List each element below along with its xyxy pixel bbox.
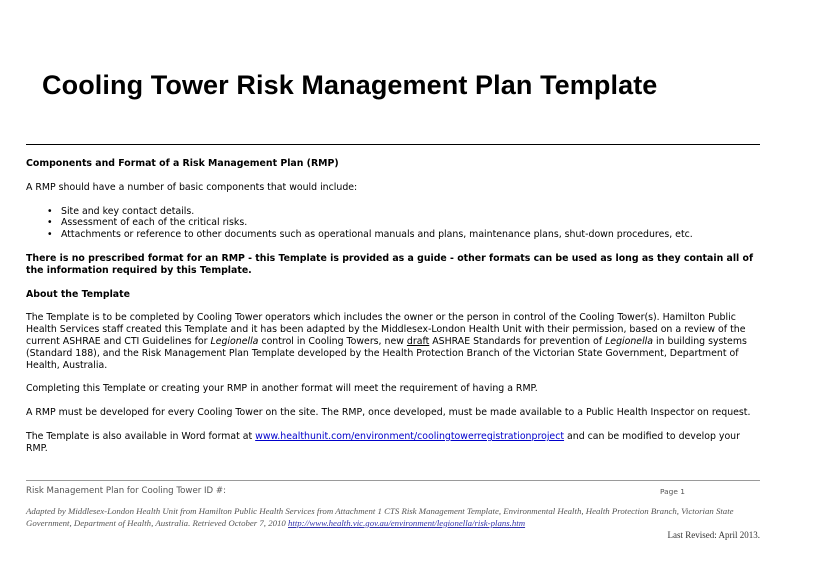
draft-term: draft [406,335,430,347]
legionella-term: Legionella [605,335,654,347]
components-intro: A RMP should have a number of basic components that would include: [26,181,358,193]
components-list [26,206,762,241]
list-item: • Attachments or reference to other documents such as operational manuals and plans, maintenance plans, shut-down procedures, etc. [61,229,762,241]
word-format-text: and can be modified to develop your RMP. [26,430,740,454]
list-item: • Site and key contact details. [61,206,762,218]
footer-divider [26,480,760,481]
about-text: in building systems (Standard 188), and the Risk Management Plan Template developed by the Health Protection Branch of the Victorian State Government, Department of Health, Australia. [26,335,747,371]
about-text: ASHRAE Standards for prevention of [429,335,606,347]
attribution-text: Adapted by Middlesex-London Health Unit from Hamilton Public Health Services from Attachment 1 CTS Risk Management Template, Environmental Health, Health Protection Branch, Victorian State Government, Department of Health, Australia. Retrieved October 7, 2010 [26,506,734,528]
list-item: • Assessment of each of the critical risks. [61,217,762,229]
title-divider [26,144,760,145]
word-format-paragraph [26,431,762,455]
components-heading: Components and Format of a Risk Management Plan (RMP) [26,158,339,169]
healthunit-link[interactable]: www.healthunit.com/environment/coolingtowerregistrationproject [255,430,565,442]
legionella-term: Legionella [210,335,259,347]
plan-id-label: Risk Management Plan for Cooling Tower ID #: [26,486,226,496]
about-heading: About the Template [26,288,130,300]
about-paragraph [26,312,762,371]
requirement-paragraph: A RMP must be developed for every Cooling Tower on the site. The RMP, once developed, must be made available to a Public Health Inspector on request. [26,407,751,419]
about-text: The Template is to be completed by Cooling Tower operators which includes the owner or the person in control of the Cooling Tower(s). Hamilton Public Health Services staff created this Template and it has been adapted by the Middlesex-London Health Unit with their permission, based on a review of the current ASHRAE and CTI Guidelines for [26,312,746,347]
attribution-note [26,506,766,529]
word-format-text: The Template is also available in Word format at [26,430,256,442]
about-text: control in Cooling Towers, new [258,335,407,347]
last-revised: Last Revised: April 2013. [667,530,760,540]
format-note: There is no prescribed format for an RMP - this Template is provided as a guide - other formats can be used as long as they contain all of the information required by this Template. [26,252,754,276]
document-title: Cooling Tower Risk Management Plan Template [42,70,658,100]
completion-paragraph: Completing this Template or creating your RMP in another format will meet the requirement of having a RMP. [26,383,538,395]
page-number: Page 1 [660,487,685,496]
health-vic-link[interactable]: http://www.health.vic.gov.au/environment/legionella/risk-plans.htm [288,517,526,528]
document-body [26,158,762,467]
